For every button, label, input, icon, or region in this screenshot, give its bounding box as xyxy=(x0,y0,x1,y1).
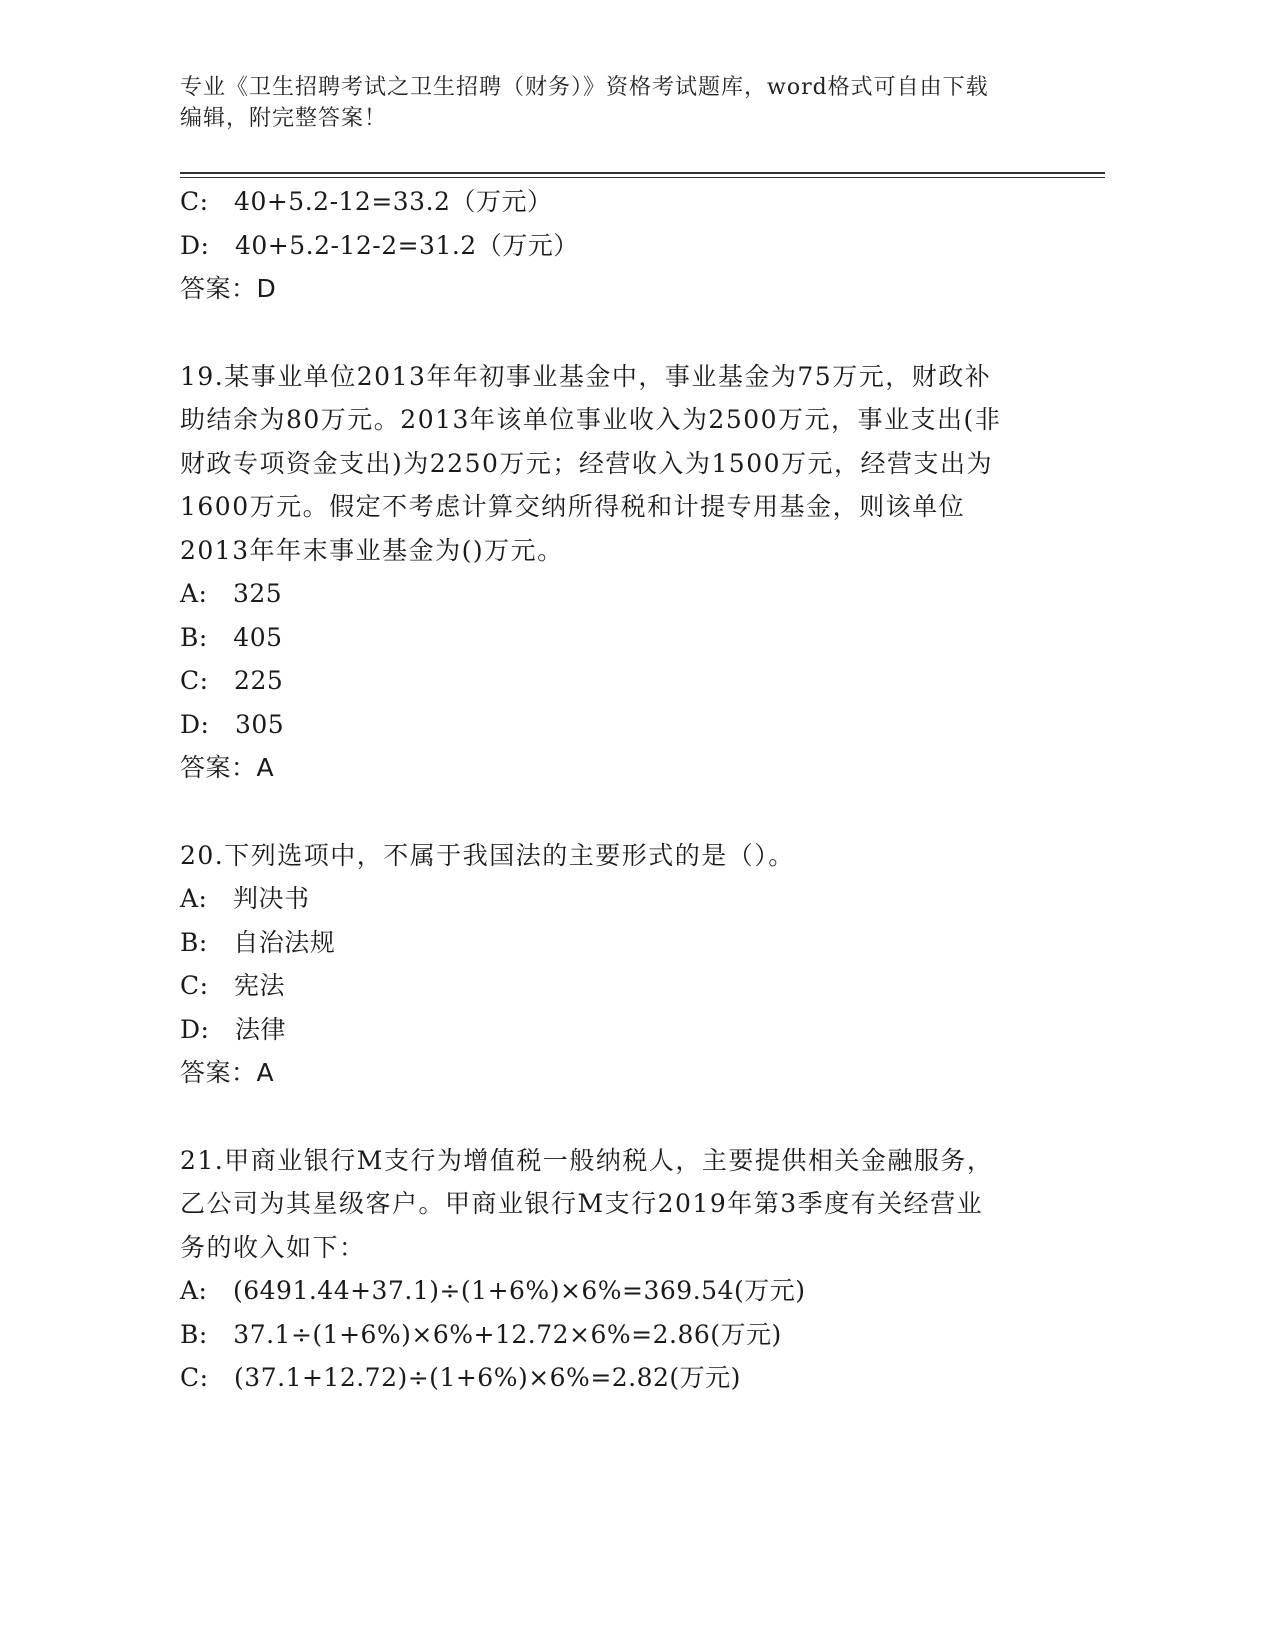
header-rule-thick xyxy=(180,172,1105,174)
stem-line: 乙公司为其星级客户。甲商业银行M支行2019年第3季度有关经营业 xyxy=(180,1189,984,1218)
option-c: C: 40+5.2-12=33.2（万元） xyxy=(180,187,553,216)
document-header xyxy=(180,72,1060,134)
question-stem xyxy=(180,1139,1060,1270)
header-line-1: 专业《卫生招聘考试之卫生招聘（财务）》资格考试题库，word格式可自由下载 xyxy=(180,75,989,100)
stem-line: 助结余为80万元。2013年该单位事业收入为2500万元，事业支出(非 xyxy=(180,405,1002,434)
option-b: B: 自治法规 xyxy=(180,927,336,957)
option-c: C: 225 xyxy=(180,666,284,695)
stem-line: 务的收入如下： xyxy=(180,1232,366,1262)
option-d: D: 40+5.2-12-2=31.2（万元） xyxy=(180,230,579,260)
option-b: B: 405 xyxy=(180,622,283,652)
spacer xyxy=(180,1095,1060,1139)
option-c: C: 宪法 xyxy=(180,971,286,1000)
answer: 答案：A xyxy=(180,753,275,782)
option-a: A: (6491.44+37.1)÷(1+6%)×6%=369.54(万元) xyxy=(180,1276,806,1305)
stem-line: 20.下列选项中，不属于我国法的主要形式的是（）。 xyxy=(180,840,795,870)
option-c: C: (37.1+12.72)÷(1+6%)×6%=2.82(万元) xyxy=(180,1363,741,1392)
question-list xyxy=(180,180,1060,1400)
stem-line: 1600万元。假定不考虑计算交纳所得税和计提专用基金，则该单位 xyxy=(180,492,966,521)
header-rule-thin xyxy=(180,177,1105,178)
question-20 xyxy=(180,834,1060,1095)
question-stem xyxy=(180,355,1060,573)
question-21 xyxy=(180,1139,1060,1400)
answer: 答案：A xyxy=(180,1058,275,1087)
option-d: D: 305 xyxy=(180,709,285,739)
question-19 xyxy=(180,355,1060,790)
spacer xyxy=(180,790,1060,834)
option-a: A: 判决书 xyxy=(180,884,310,913)
option-a: A: 325 xyxy=(180,579,283,608)
answer: 答案：D xyxy=(180,274,277,303)
question-18 xyxy=(180,180,1060,311)
stem-line: 21.甲商业银行M支行为增值税一般纳税人，主要提供相关金融服务， xyxy=(180,1145,994,1175)
stem-line: 19.某事业单位2013年年初事业基金中，事业基金为75万元，财政补 xyxy=(180,361,992,391)
header-line-2: 编辑，附完整答案！ xyxy=(180,106,388,131)
spacer xyxy=(180,311,1060,355)
question-stem xyxy=(180,834,1060,878)
option-d: D: 法律 xyxy=(180,1014,286,1044)
stem-line: 2013年年末事业基金为()万元。 xyxy=(180,535,564,565)
stem-line: 财政专项资金支出)为2250万元；经营收入为1500万元，经营支出为 xyxy=(180,448,994,478)
option-b: B: 37.1÷(1+6%)×6%+12.72×6%=2.86(万元) xyxy=(180,1319,782,1349)
